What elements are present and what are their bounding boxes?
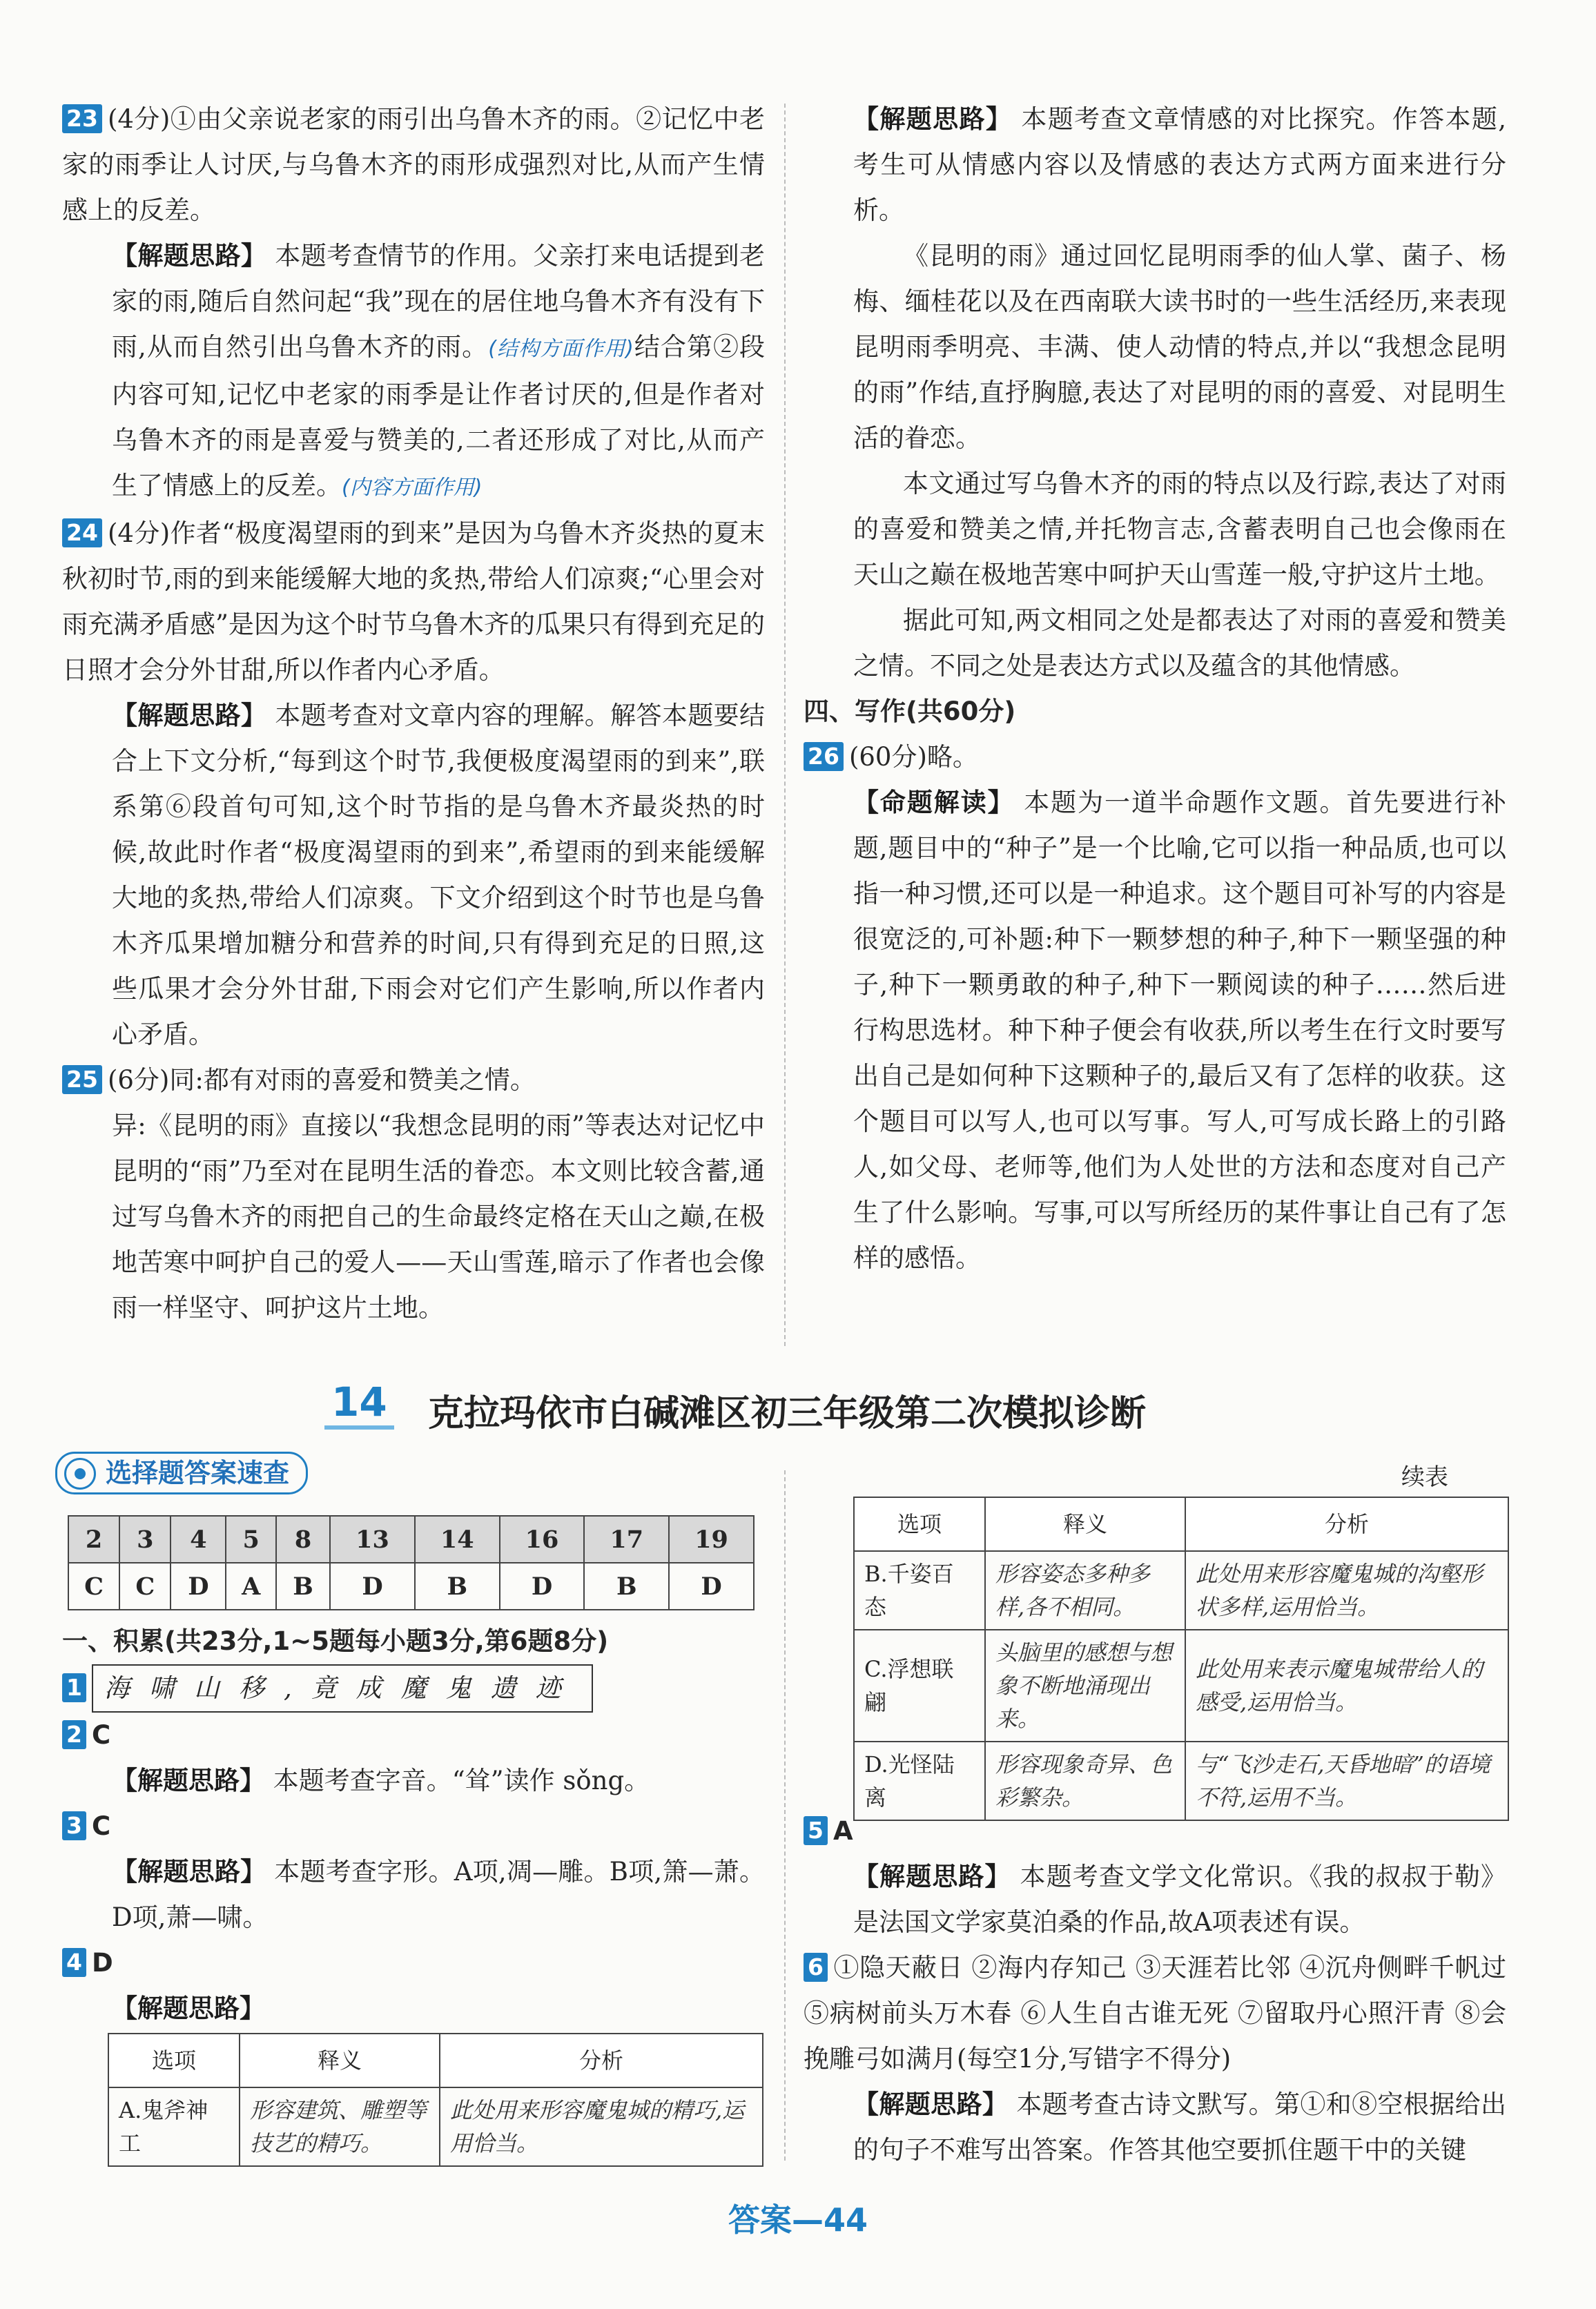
q24-answer: 24 (4分)作者“极度渴望雨的到来”是因为乌鲁木齐炎热的夏末秋初时节,雨的到来能缓解大地的炙热,带给人们凉爽;“心里会对雨充满矛盾感”是因为这个时节乌鲁木齐的瓜果只有得到充足的日照才会分外甘甜,所以作者内心矛盾。 <box>62 518 765 685</box>
page-number: 答案—44 <box>728 2201 868 2239</box>
analysis-paragraph: 据此可知,两文相同之处是都表达了对雨的喜爱和赞美之情。不同之处是表达方式以及蕴含的其他情感。 <box>853 605 1506 681</box>
q24-number: 24 <box>62 518 102 547</box>
q24-analysis: 【解题思路】 本题考查对文章内容的理解。解答本题要结合上下文分析,“每到这个时节,我便极度渴望雨的到来”,联系第⑥段首句可知,这个时节指的是乌鲁木齐最炎热的时候,故此时作者“极度渴望雨的到来”,希望雨的到来能缓解大地的炙热,带给人们凉爽。下文介绍到这个时节也是乌鲁木齐瓜果增加糖分和营养的时间,只有得到充足的日照,这些瓜果才会分外甘甜,下雨会对它们产生影响,所以作者内心矛盾。 <box>112 701 765 1049</box>
exam-title-band <box>0 1370 1596 1446</box>
right-lower-column <box>804 1809 1506 2173</box>
answer-table-numbers: 2 3 4 5 8 13 14 16 17 19 <box>68 1516 754 1563</box>
q6-answer: 6 ①隐天蔽日 ②海内存知己 ③天涯若比邻 ④沉舟侧畔千帆过 ⑤病树前头万木春 ⑥人生自古谁无死 ⑦留取丹心照汗青 ⑧会挽雕弓如满月(每空1分,写错字不得分) <box>804 1953 1506 2074</box>
section-heading: 四、写作(共60分) <box>804 696 1016 726</box>
table-row: A.鬼斧神工 形容建筑、雕塑等技艺的精巧。 此处用来形容魔鬼城的精巧,运用恰当。 <box>108 2087 763 2166</box>
q26-analysis: 【命题解读】 本题为一道半命题作文题。首先要进行补题,题目中的“种子”是一个比喻,它可以指一种品质,也可以指一种习惯,还可以是一种追求。这个题目可补写的内容是很宽泛的,可补题:种下一颗梦想的种子,种下一颗坚强的种子,种下一颗勇敢的种子,种下一颗阅读的种子……然后进行构思选材。种下种子便会有收获,所以考生在行文时要写出自己是如何种下这颗种子的,最后又有了怎样的收获。这个题目可以写人,也可以写事。写人,可写成长路上的引路人,如父母、老师等,他们为人处世的方法和态度对自己产生了什么影响。写事,可以写所经历的某件事让自己有了怎样的感悟。 <box>853 788 1506 1273</box>
q4-option-table-continued: 选项 释义 分析 B.千姿百态 形容姿态多种多样,各不相同。 此处用来形容魔鬼城的沟壑形状多样,运用恰当。 C.浮想联翩 头脑里的感想与想象不断地涌现出来。 此处用来表示魔鬼城带给人的感受,运用恰当。 D.光怪陆离 形容现象奇异、色彩繁杂。 与“飞沙走石,天昏地暗”的语境不符,运用不当。 <box>853 1497 1509 1821</box>
target-icon <box>64 1458 96 1490</box>
exam-title: 克拉玛依市白碱滩区初三年级第二次模拟诊断 <box>428 1393 1147 1434</box>
section-heading: 一、积累(共23分,1~5题每小题3分,第6题8分) <box>62 1626 609 1656</box>
q4-option-table: 选项 释义 分析 A.鬼斧神工 形容建筑、雕塑等技艺的精巧。 此处用来形容魔鬼城的精巧,运用恰当。 <box>108 2033 763 2167</box>
column-divider <box>784 104 786 1346</box>
continued-table-label: 续表 <box>1401 1463 1448 1491</box>
quick-answer-label: 选择题答案速查 <box>55 1452 308 1494</box>
analysis-paragraph: 本文通过写乌鲁木齐的雨的特点以及行踪,表达了对雨的喜爱和赞美之情,并托物言志,含蓄表明自己也会像雨在天山之巅在极地苦寒中呵护天山雪莲一般,守护这片土地。 <box>853 469 1506 590</box>
analysis-paragraph: 《昆明的雨》通过回忆昆明雨季的仙人掌、菌子、杨梅、缅桂花以及在西南联大读书时的一些生活经历,来表现昆明雨季明亮、丰满、使人动情的特点,并以“我想念昆明的雨”作结,直抒胸臆,表达了对昆明的雨的喜爱、对昆明生活的眷恋。 <box>853 241 1506 453</box>
q26-answer: 26 (60分)略。 <box>804 734 1506 780</box>
q3-answer: 3 C <box>62 1804 765 1849</box>
q23-number: 23 <box>62 104 102 133</box>
q23-answer: 23 (4分)①由父亲说老家的雨引出乌鲁木齐的雨。②记忆中老家的雨季让人讨厌,与乌鲁木齐的雨形成强烈对比,从而产生情感上的反差。 <box>62 104 765 225</box>
q25-difference: 异:《昆明的雨》直接以“我想念昆明的雨”等表达对记忆中昆明的“雨”乃至对在昆明生活的眷恋。本文则比较含蓄,通过写乌鲁木齐的雨把自己的生命最终定格在天山之巅,在极地苦寒中呵护自己的爱人——天山雪莲,暗示了作者也会像雨一样坚守、呵护这片土地。 <box>112 1111 765 1323</box>
q5-analysis: 【解题思路】 本题考查文学文化常识。《我的叔叔于勒》是法国文学家莫泊桑的作品,故A项表述有误。 <box>853 1862 1506 1937</box>
q25-answer: 25 (6分)同:都有对雨的喜爱和赞美之情。 <box>62 1058 765 1103</box>
table-row: D.光怪陆离 形容现象奇异、色彩繁杂。 与“飞沙走石,天昏地暗”的语境不符,运用不当。 <box>854 1742 1508 1820</box>
table-row: C.浮想联翩 头脑里的感想与想象不断地涌现出来。 此处用来表示魔鬼城带给人的感受,运用恰当。 <box>854 1630 1508 1742</box>
right-column <box>804 97 1506 1281</box>
q6-analysis: 【解题思路】 本题考查古诗文默写。第①和⑧空根据给出的句子不难写出答案。作答其他空要抓住题干中的关键 <box>853 2089 1506 2165</box>
q3-analysis: 【解题思路】 本题考查字形。A项,凋—雕。B项,箫—萧。D项,萧—啸。 <box>112 1857 765 1932</box>
column-divider-lower <box>784 1470 786 2161</box>
answer-table <box>68 1515 755 1610</box>
q4-answer: 4 D <box>62 1940 765 1986</box>
q2-analysis: 【解题思路】 本题考查字音。“耸”读作 sǒng。 <box>112 1766 650 1795</box>
q4-analysis: 【解题思路】 <box>112 1994 265 2023</box>
left-lower-column <box>62 1619 765 2032</box>
q25-number: 25 <box>62 1065 102 1094</box>
exam-number: 14 <box>324 1378 394 1430</box>
q5-answer: 5 A <box>804 1809 1506 1854</box>
table-row: B.千姿百态 形容姿态多种多样,各不相同。 此处用来形容魔鬼城的沟壑形状多样,运用恰当。 <box>854 1551 1508 1630</box>
q2-answer: 2 C <box>62 1713 765 1758</box>
q23-analysis: 【解题思路】 本题考查情节的作用。父亲打来电话提到老家的雨,随后自然问起“我”现在的居住地乌鲁木齐有没有下雨,从而自然引出乌鲁木齐的雨。(结构方面作用)结合第②段内容可知,记忆中老家的雨季是让作者讨厌的,但是作者对乌鲁木齐的雨是喜爱与赞美的,二者还形成了对比,从而产生了情感上的反差。(内容方面作用) <box>112 241 765 500</box>
q25-analysis: 【解题思路】 本题考查文章情感的对比探究。作答本题,考生可从情感内容以及情感的表达方式两方面来进行分析。 <box>853 104 1506 225</box>
q26-number: 26 <box>804 742 844 771</box>
left-column <box>62 97 765 1331</box>
answer-table-answers: C C D A B D B D B D <box>68 1563 754 1610</box>
q1-answer: 1 海啸山移,竟成魔鬼遗迹 <box>62 1664 765 1713</box>
